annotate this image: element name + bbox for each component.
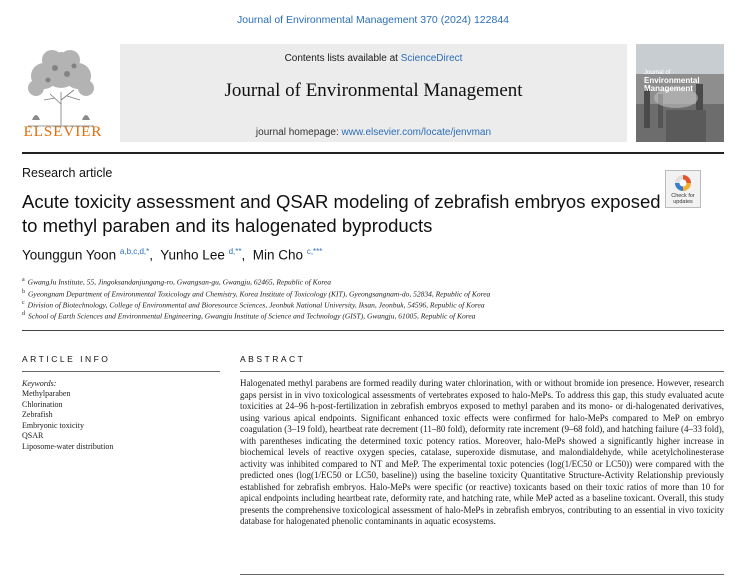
homepage-link[interactable]: www.elsevier.com/locate/jenvman [341,127,492,138]
keyword-item: Chlorination [22,399,63,409]
check-for-updates-badge[interactable] [665,170,701,208]
keyword-item: Liposome-water distribution [22,441,114,451]
journal-cover-thumbnail[interactable] [636,44,724,142]
article-type: Research article [22,166,113,180]
cover-title-big: Environmental Management [644,76,700,93]
affiliation-item: $^a$ GwangJu Institute, 55, Jingoksandanjungang-ro, Gwangsan-gu, Gwangju, 62465, Republic of Korea [22,277,332,287]
affiliation-item: $^d$ School of Earth Sciences and Environmental Engineering, Gwangju Institute of Science and Technology (GIST), Gwangju, 61005, Republic of Korea [22,311,476,321]
keywords-label: Keywords: [22,379,57,388]
journal-homepage [120,127,627,138]
sciencedirect-link[interactable]: ScienceDirect [400,53,463,64]
check-for-updates-label: Check for updates [671,193,695,205]
cover-title-small: Journal of [644,70,671,76]
elsevier-tree-logo [22,44,100,128]
journal-reference[interactable]: Journal of Environmental Management 370 (2024) 122844 [236,14,509,26]
journal-title: Journal of Environmental Management [224,80,523,101]
elsevier-wordmark: ELSEVIER [23,124,103,140]
section-divider [22,330,724,331]
article-info-heading: ARTICLE INFO [22,354,111,364]
author-affiliation-marks[interactable]: a,b,c,d,* [119,247,150,256]
abstract-text: Halogenated methyl parabens are formed readily during water chlorination, with or without bromide ion presence. However, research gaps persist in in vivo toxicological assessments of vertebrates exposed to halo-MePs. To address this gap, this study evaluated acute toxicities at 24–96 h-post-fertilization in zebrafish embryos exposed to methyl paraben and its mono- or di-halogenated derivatives, using various apical endpoints. Significant enhanced toxic effects were confirmed for halo-MePs compared to MeP on embryo coagulation (3–19 fold), heartbeat rate decrement (11–80 fold), deformity rate increment (9–68 fold), and hatching failure (4–33 fold), with parentheses indicating the determined toxic potency ratios. Moreover, halo-MePs showed a significantly higher increase in biochemical levels of reactive oxygen species, catalase, superoxide dismutase, and malondialdehyde, while acetylcholinesterase activity was inhibited compared to NT and MeP. The experimental toxic potencies (log(1/EC50 or LC50)) were compared with the predicted ones (log(1/EC50 or LC50, baseline)) using the baseline toxicity Quantitative Structure-Activity Relationship previously established for zebrafish embryos. Halo-MePs were specific (or reactive) toxicants based on their toxic ratios of more than 10 for apical endpoints including heartbeat rate, deformity rate, and hatching rate, while MeP acted as a baseline toxicant. Overall, this study presents the comprehensive toxicological assessment of halo-MePs in zebrafish embryos, contributing to an essential in vivo toxicity database for halogenated phenolic contaminants in aquatic ecosystems. [240,378,724,526]
author-affiliation-marks[interactable]: c,*** [306,247,323,256]
crossmark-icon [674,174,692,192]
affiliation-item: $^b$ Gyeongnam Department of Environmental Toxicology and Chemistry, Korea Institute of Toxicology (KIT), Gyeongsangnam-do, 52834, Republic of Korea [22,289,491,299]
abstract-divider [240,371,724,372]
keyword-item: Embryonic toxicity [22,420,84,430]
header-divider [22,152,724,154]
author-list: Younggun Yoon $^{a,b,c,d,*}$, Yunho Lee $^{d,**}$, Min Cho $^{c,***}$ [22,247,323,263]
homepage-prefix: journal homepage: [255,127,342,138]
author-name[interactable]: Younggun Yoon [22,247,117,263]
author-affiliation-marks[interactable]: d,** [228,247,242,256]
keyword-item: Methylparaben [22,389,71,398]
keywords-list [22,389,113,452]
contents-prefix: Contents lists available at [284,53,401,64]
contents-line [120,53,627,64]
abstract-heading: ABSTRACT [240,354,306,364]
affiliation-item: $^c$ Division of Biotechnology, College of Environmental and Bioresource Sciences, Jeonbuk National University, Iksan, Jeonbuk, 54596, Republic of Korea [22,300,485,310]
article-title: Acute toxicity assessment and QSAR modeling of zebrafish embryos exposed to methyl paraben and its halogenated byproducts [22,191,661,236]
keyword-item: Zebrafish [22,410,53,419]
author-name[interactable]: Min Cho [252,247,304,263]
keyword-item: QSAR [22,431,44,440]
abstract-bottom-divider [240,574,724,575]
author-name[interactable]: Yunho Lee [160,247,225,263]
article-info-divider [22,371,220,372]
